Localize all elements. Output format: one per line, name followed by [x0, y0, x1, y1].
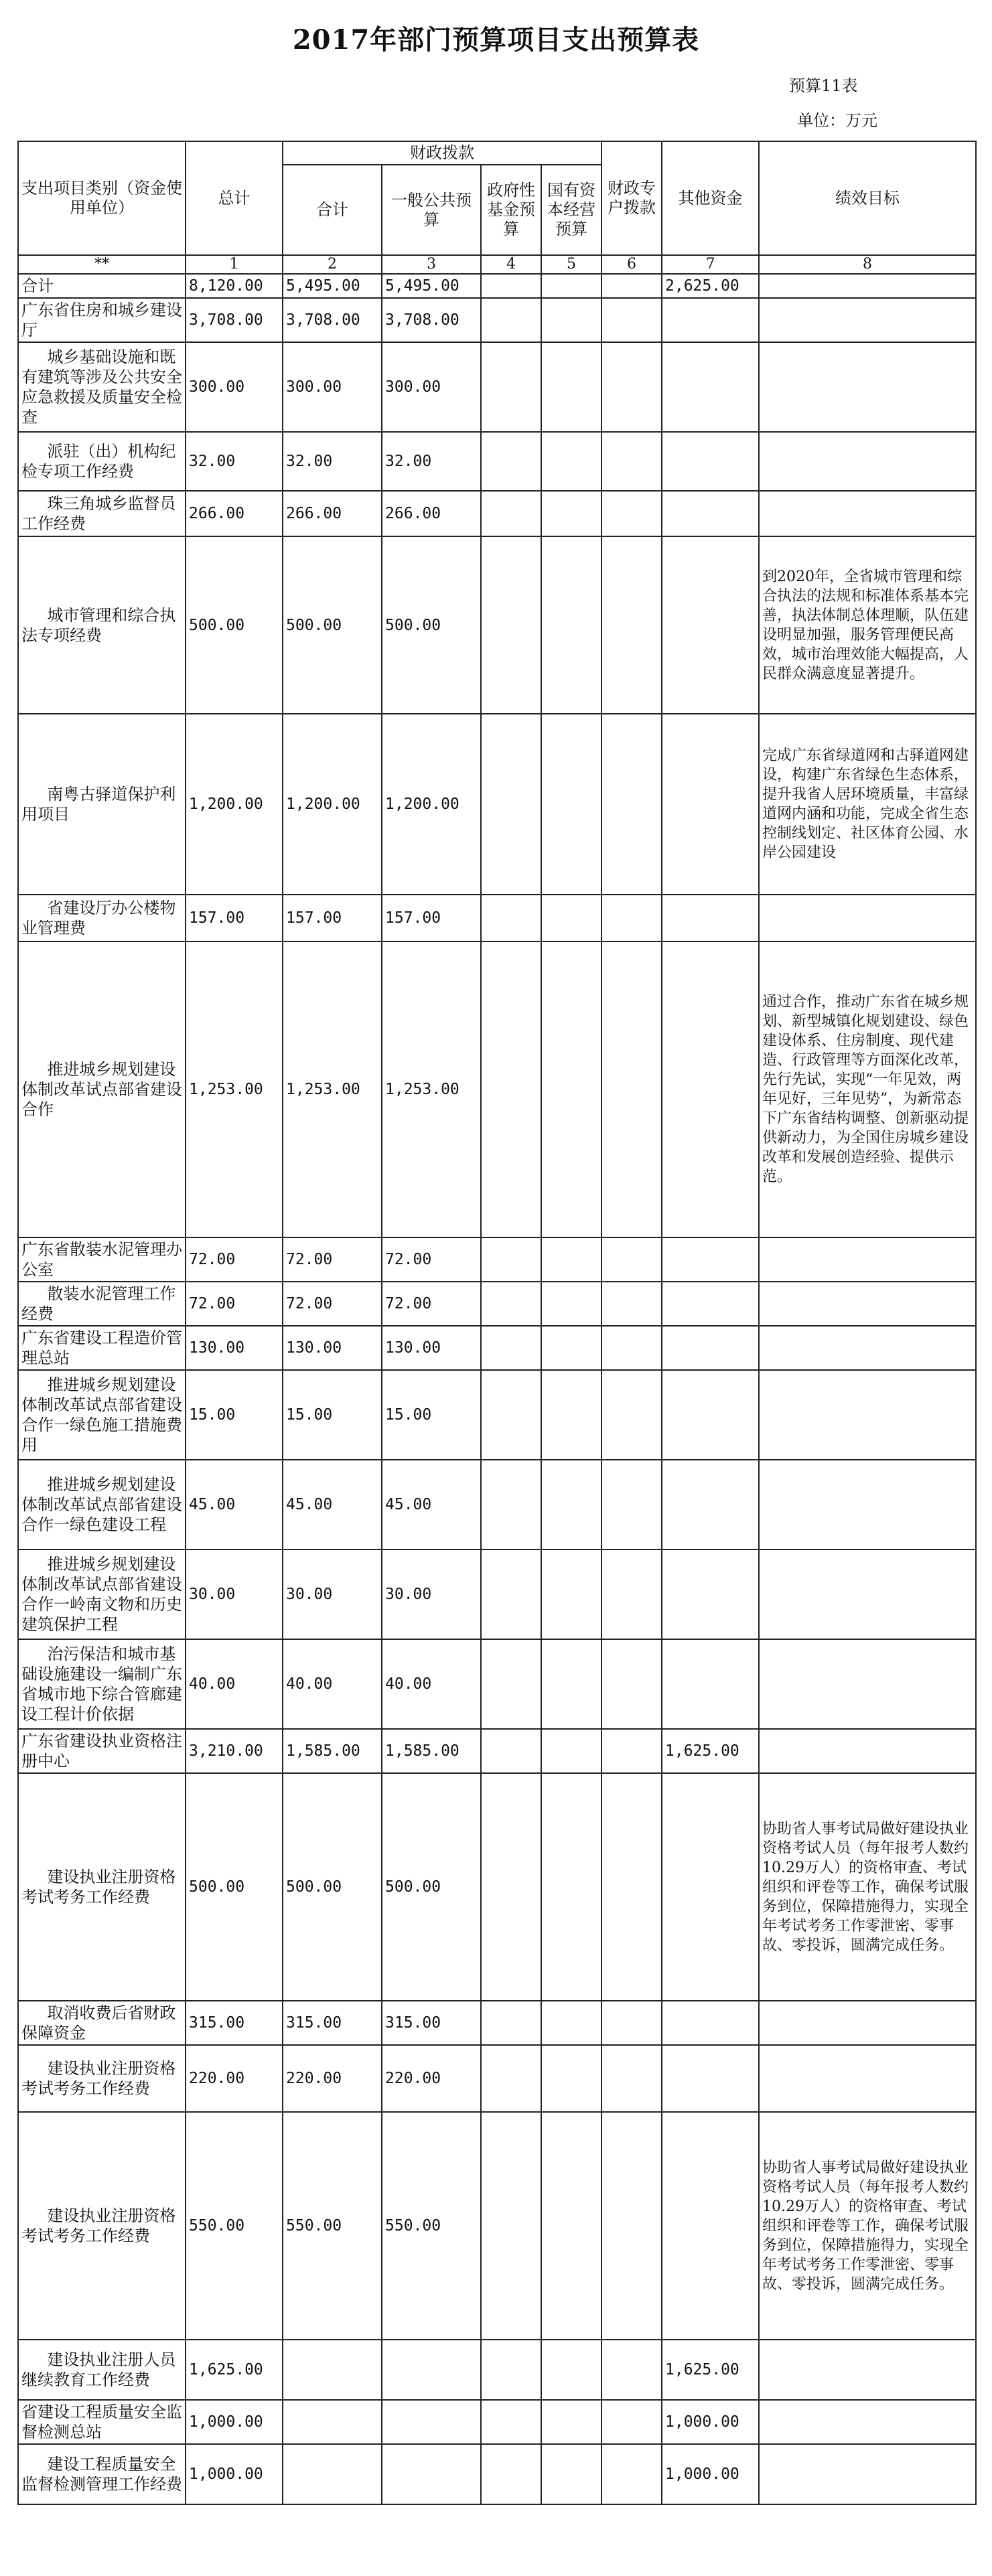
table-row: [18, 714, 976, 895]
col-index-cell: 7: [662, 255, 759, 274]
row-other-cell: [662, 1773, 759, 2001]
row-state-capital-cell: [541, 2400, 601, 2444]
row-total-cell: 15.00: [186, 1370, 283, 1460]
row-state-capital-cell: [541, 1639, 601, 1729]
budget-table: [17, 141, 977, 2505]
row-goal-cell: [759, 342, 976, 432]
row-goal-cell: [759, 2400, 976, 2444]
row-goal-cell: [759, 2340, 976, 2400]
row-goal-cell: 到2020年，全省城市管理和综合执法的法规和标准体系基本完善，执法体制总体理顺，队伍建设明显加强，服务管理便民高效，城市治理效能大幅提高，人民群众满意度显著提升。: [759, 536, 976, 714]
row-category-cell: 治污保洁和城市基础设施建设一编制广东省城市地下综合管廊建设工程计价依据: [18, 1639, 186, 1729]
row-subtotal-cell: 1,253.00: [283, 941, 382, 1237]
table-number: 预算11表: [789, 76, 858, 95]
row-subtotal-cell: 266.00: [283, 491, 382, 536]
row-special-cell: [601, 1549, 662, 1639]
table-row: [18, 2444, 976, 2504]
row-subtotal-cell: 550.00: [283, 2112, 382, 2340]
row-gov-fund-cell: [481, 2444, 541, 2504]
row-gov-fund-cell: [481, 1460, 541, 1549]
row-gov-fund-cell: [481, 2400, 541, 2444]
row-other-cell: [662, 714, 759, 895]
row-category-cell: 取消收费后省财政保障资金: [18, 2001, 186, 2045]
row-gov-fund-cell: [481, 536, 541, 714]
row-total-cell: 300.00: [186, 342, 283, 432]
row-goal-cell: [759, 1370, 976, 1460]
row-total-cell: 8,120.00: [186, 274, 283, 298]
row-other-cell: [662, 491, 759, 536]
table-row: [18, 342, 976, 432]
row-gov-fund-cell: [481, 1639, 541, 1729]
row-general-cell: 220.00: [382, 2045, 481, 2112]
row-state-capital-cell: [541, 1460, 601, 1549]
row-subtotal-cell: 45.00: [283, 1460, 382, 1549]
row-other-cell: [662, 342, 759, 432]
row-general-cell: 45.00: [382, 1460, 481, 1549]
row-state-capital-cell: [541, 1729, 601, 1773]
column-index-row: [18, 255, 976, 274]
row-total-cell: 72.00: [186, 1282, 283, 1326]
row-special-cell: [601, 1282, 662, 1326]
row-total-cell: 32.00: [186, 432, 283, 491]
row-state-capital-cell: [541, 274, 601, 298]
row-special-cell: [601, 2045, 662, 2112]
row-special-cell: [601, 491, 662, 536]
row-general-cell: 300.00: [382, 342, 481, 432]
header-state-capital: 国有资本经营预算: [541, 165, 601, 255]
row-special-cell: [601, 1460, 662, 1549]
row-gov-fund-cell: [481, 432, 541, 491]
row-gov-fund-cell: [481, 1729, 541, 1773]
row-general-cell: 72.00: [382, 1282, 481, 1326]
row-goal-cell: [759, 1549, 976, 1639]
row-category-cell: 合计: [18, 274, 186, 298]
row-subtotal-cell: 315.00: [283, 2001, 382, 2045]
row-category-cell: 建设工程质量安全监督检测管理工作经费: [18, 2444, 186, 2504]
row-category-cell: 派驻（出）机构纪检专项工作经费: [18, 432, 186, 491]
row-total-cell: 40.00: [186, 1639, 283, 1729]
row-gov-fund-cell: [481, 2112, 541, 2340]
row-state-capital-cell: [541, 941, 601, 1237]
table-row: [18, 2400, 976, 2444]
row-special-cell: [601, 1639, 662, 1729]
row-special-cell: [601, 274, 662, 298]
table-header: [18, 141, 976, 274]
row-general-cell: 1,200.00: [382, 714, 481, 895]
row-total-cell: 266.00: [186, 491, 283, 536]
table-row: [18, 1639, 976, 1729]
row-gov-fund-cell: [481, 1282, 541, 1326]
header-performance: 绩效目标: [759, 141, 976, 255]
row-total-cell: 315.00: [186, 2001, 283, 2045]
row-subtotal-cell: 1,585.00: [283, 1729, 382, 1773]
row-state-capital-cell: [541, 2112, 601, 2340]
row-category-cell: 城乡基础设施和既有建筑等涉及公共安全应急救援及质量安全检查: [18, 342, 186, 432]
row-gov-fund-cell: [481, 895, 541, 941]
table-body: [18, 274, 976, 2504]
row-state-capital-cell: [541, 1282, 601, 1326]
table-row: [18, 941, 976, 1237]
header-total: 总计: [186, 141, 283, 255]
row-general-cell: 5,495.00: [382, 274, 481, 298]
table-row: [18, 1282, 976, 1326]
row-total-cell: 72.00: [186, 1237, 283, 1282]
row-subtotal-cell: 157.00: [283, 895, 382, 941]
row-total-cell: 500.00: [186, 1773, 283, 2001]
row-general-cell: 266.00: [382, 491, 481, 536]
row-special-cell: [601, 1773, 662, 2001]
row-category-cell: 省建设工程质量安全监督检测总站: [18, 2400, 186, 2444]
row-category-cell: 建设执业注册人员继续教育工作经费: [18, 2340, 186, 2400]
table-row: [18, 895, 976, 941]
row-subtotal-cell: 30.00: [283, 1549, 382, 1639]
table-row: [18, 432, 976, 491]
row-goal-cell: [759, 432, 976, 491]
header-other-funds: 其他资金: [662, 141, 759, 255]
row-special-cell: [601, 2112, 662, 2340]
row-other-cell: [662, 2112, 759, 2340]
row-goal-cell: [759, 274, 976, 298]
row-gov-fund-cell: [481, 274, 541, 298]
row-goal-cell: [759, 2444, 976, 2504]
row-state-capital-cell: [541, 895, 601, 941]
row-other-cell: [662, 1639, 759, 1729]
header-fiscal-group: 财政拨款: [283, 141, 601, 165]
row-category-cell: 推进城乡规划建设体制改革试点部省建设合作一绿色建设工程: [18, 1460, 186, 1549]
unit-label: 单位：万元: [797, 111, 877, 130]
row-other-cell: 1,625.00: [662, 1729, 759, 1773]
table-row: [18, 1729, 976, 1773]
row-total-cell: 45.00: [186, 1460, 283, 1549]
row-category-cell: 建设执业注册资格考试考务工作经费: [18, 2112, 186, 2340]
row-other-cell: 2,625.00: [662, 274, 759, 298]
page-title: 2017年部门预算项目支出预算表: [292, 24, 700, 56]
row-state-capital-cell: [541, 491, 601, 536]
row-state-capital-cell: [541, 342, 601, 432]
row-state-capital-cell: [541, 1773, 601, 2001]
table-row: [18, 491, 976, 536]
row-special-cell: [601, 2400, 662, 2444]
col-index-cell: 4: [481, 255, 541, 274]
row-other-cell: 1,625.00: [662, 2340, 759, 2400]
row-total-cell: 157.00: [186, 895, 283, 941]
row-category-cell: 建设执业注册资格考试考务工作经费: [18, 1773, 186, 2001]
header-fiscal-special: 财政专户拨款: [601, 141, 662, 255]
row-general-cell: 30.00: [382, 1549, 481, 1639]
row-special-cell: [601, 432, 662, 491]
row-gov-fund-cell: [481, 1549, 541, 1639]
table-row: [18, 2340, 976, 2400]
row-category-cell: 推进城乡规划建设体制改革试点部省建设合作一岭南文物和历史建筑保护工程: [18, 1549, 186, 1639]
row-state-capital-cell: [541, 1370, 601, 1460]
row-general-cell: 15.00: [382, 1370, 481, 1460]
row-special-cell: [601, 536, 662, 714]
col-index-cell: 8: [759, 255, 976, 274]
row-goal-cell: 完成广东省绿道网和古驿道网建设，构建广东省绿色生态体系，提升我省人居环境质量，丰富绿道网内涵和功能，完成全省生态控制线划定、社区体育公园、水岸公园建设: [759, 714, 976, 895]
row-general-cell: 500.00: [382, 536, 481, 714]
row-gov-fund-cell: [481, 714, 541, 895]
row-goal-cell: [759, 2001, 976, 2045]
row-other-cell: [662, 895, 759, 941]
row-special-cell: [601, 895, 662, 941]
row-gov-fund-cell: [481, 2340, 541, 2400]
row-total-cell: 30.00: [186, 1549, 283, 1639]
row-gov-fund-cell: [481, 2001, 541, 2045]
row-general-cell: 40.00: [382, 1639, 481, 1729]
row-state-capital-cell: [541, 1237, 601, 1282]
row-subtotal-cell: [283, 2400, 382, 2444]
row-other-cell: 1,000.00: [662, 2400, 759, 2444]
table-row: [18, 2001, 976, 2045]
row-special-cell: [601, 1326, 662, 1370]
row-general-cell: 315.00: [382, 2001, 481, 2045]
row-other-cell: [662, 1237, 759, 1282]
row-subtotal-cell: 5,495.00: [283, 274, 382, 298]
row-category-cell: 广东省住房和城乡建设厅: [18, 298, 186, 342]
col-index-cell: 3: [382, 255, 481, 274]
row-special-cell: [601, 2340, 662, 2400]
row-goal-cell: 协助省人事考试局做好建设执业资格考试人员（每年报考人数约10.29万人）的资格审查、考试组织和评卷等工作，确保考试服务到位，保障措施得力，实现全年考试考务工作零泄密、零事故、零投诉，圆满完成任务。: [759, 2112, 976, 2340]
row-special-cell: [601, 1237, 662, 1282]
row-special-cell: [601, 1729, 662, 1773]
row-total-cell: 3,210.00: [186, 1729, 283, 1773]
row-state-capital-cell: [541, 432, 601, 491]
row-general-cell: 1,253.00: [382, 941, 481, 1237]
row-category-cell: 城市管理和综合执法专项经费: [18, 536, 186, 714]
table-row: [18, 1773, 976, 2001]
col-index-cell: 5: [541, 255, 601, 274]
row-gov-fund-cell: [481, 1326, 541, 1370]
row-subtotal-cell: 500.00: [283, 536, 382, 714]
row-subtotal-cell: 220.00: [283, 2045, 382, 2112]
row-category-cell: 广东省建设工程造价管理总站: [18, 1326, 186, 1370]
row-subtotal-cell: [283, 2444, 382, 2504]
row-other-cell: [662, 1282, 759, 1326]
table-row: [18, 298, 976, 342]
header-category: 支出项目类别（资金使用单位）: [18, 141, 186, 255]
row-general-cell: 72.00: [382, 1237, 481, 1282]
row-total-cell: 1,200.00: [186, 714, 283, 895]
row-state-capital-cell: [541, 2001, 601, 2045]
row-category-cell: 珠三角城乡监督员工作经费: [18, 491, 186, 536]
row-goal-cell: [759, 1460, 976, 1549]
row-subtotal-cell: 130.00: [283, 1326, 382, 1370]
table-row: [18, 2112, 976, 2340]
row-goal-cell: [759, 1237, 976, 1282]
row-subtotal-cell: 72.00: [283, 1282, 382, 1326]
row-category-cell: 推进城乡规划建设体制改革试点部省建设合作一绿色施工措施费用: [18, 1370, 186, 1460]
row-subtotal-cell: 72.00: [283, 1237, 382, 1282]
row-gov-fund-cell: [481, 1370, 541, 1460]
row-other-cell: [662, 1460, 759, 1549]
row-general-cell: [382, 2340, 481, 2400]
row-subtotal-cell: 40.00: [283, 1639, 382, 1729]
table-row: [18, 1549, 976, 1639]
col-index-cell: 2: [283, 255, 382, 274]
row-category-cell: 建设执业注册资格考试考务工作经费: [18, 2045, 186, 2112]
row-gov-fund-cell: [481, 298, 541, 342]
row-general-cell: 32.00: [382, 432, 481, 491]
row-special-cell: [601, 342, 662, 432]
row-state-capital-cell: [541, 1326, 601, 1370]
row-state-capital-cell: [541, 2340, 601, 2400]
row-subtotal-cell: [283, 2340, 382, 2400]
row-state-capital-cell: [541, 2045, 601, 2112]
table-row: [18, 274, 976, 298]
table-row: [18, 1370, 976, 1460]
row-goal-cell: [759, 491, 976, 536]
row-gov-fund-cell: [481, 2045, 541, 2112]
row-state-capital-cell: [541, 2444, 601, 2504]
row-general-cell: [382, 2400, 481, 2444]
row-subtotal-cell: 3,708.00: [283, 298, 382, 342]
row-subtotal-cell: 1,200.00: [283, 714, 382, 895]
row-category-cell: 广东省建设执业资格注册中心: [18, 1729, 186, 1773]
row-state-capital-cell: [541, 536, 601, 714]
header-gov-fund: 政府性基金预算: [481, 165, 541, 255]
row-general-cell: 130.00: [382, 1326, 481, 1370]
table-row: [18, 1326, 976, 1370]
row-other-cell: [662, 1370, 759, 1460]
row-goal-cell: [759, 298, 976, 342]
row-goal-cell: [759, 1639, 976, 1729]
row-other-cell: [662, 2045, 759, 2112]
table-row: [18, 1460, 976, 1549]
row-general-cell: 157.00: [382, 895, 481, 941]
row-other-cell: [662, 2001, 759, 2045]
row-goal-cell: [759, 1729, 976, 1773]
row-special-cell: [601, 714, 662, 895]
row-special-cell: [601, 2444, 662, 2504]
header-subtotal: 合计: [283, 165, 382, 255]
row-other-cell: [662, 1326, 759, 1370]
row-state-capital-cell: [541, 1549, 601, 1639]
table-row: [18, 1237, 976, 1282]
row-category-cell: 省建设厅办公楼物业管理费: [18, 895, 186, 941]
row-total-cell: 130.00: [186, 1326, 283, 1370]
row-gov-fund-cell: [481, 342, 541, 432]
row-goal-cell: [759, 895, 976, 941]
row-special-cell: [601, 2001, 662, 2045]
header-general-budget: 一般公共预算: [382, 165, 481, 255]
row-subtotal-cell: 15.00: [283, 1370, 382, 1460]
row-total-cell: 1,253.00: [186, 941, 283, 1237]
row-total-cell: 550.00: [186, 2112, 283, 2340]
col-index-cell: **: [18, 255, 186, 274]
row-goal-cell: 协助省人事考试局做好建设执业资格考试人员（每年报考人数约10.29万人）的资格审查、考试组织和评卷等工作，确保考试服务到位，保障措施得力，实现全年考试考务工作零泄密、零事故、零投诉，圆满完成任务。: [759, 1773, 976, 2001]
row-subtotal-cell: 300.00: [283, 342, 382, 432]
row-goal-cell: [759, 1282, 976, 1326]
row-other-cell: 1,000.00: [662, 2444, 759, 2504]
row-gov-fund-cell: [481, 1773, 541, 2001]
row-other-cell: [662, 432, 759, 491]
row-goal-cell: 通过合作，推动广东省在城乡规划、新型城镇化规划建设、绿色建设体系、住房制度、现代建造、行政管理等方面深化改革，先行先试，实现“一年见效，两年见好，三年见势”，为新常态下广东省结构调整、创新驱动提供新动力，为全国住房城乡建设改革和发展创造经验、提供示范。: [759, 941, 976, 1237]
row-goal-cell: [759, 2045, 976, 2112]
row-special-cell: [601, 298, 662, 342]
row-category-cell: 散装水泥管理工作经费: [18, 1282, 186, 1326]
col-index-cell: 6: [601, 255, 662, 274]
row-special-cell: [601, 941, 662, 1237]
row-general-cell: 500.00: [382, 1773, 481, 2001]
row-goal-cell: [759, 1326, 976, 1370]
row-category-cell: 广东省散装水泥管理办公室: [18, 1237, 186, 1282]
row-category-cell: 推进城乡规划建设体制改革试点部省建设合作: [18, 941, 186, 1237]
row-state-capital-cell: [541, 714, 601, 895]
row-subtotal-cell: 32.00: [283, 432, 382, 491]
row-gov-fund-cell: [481, 941, 541, 1237]
table-row: [18, 2045, 976, 2112]
row-subtotal-cell: 500.00: [283, 1773, 382, 2001]
row-gov-fund-cell: [481, 491, 541, 536]
row-total-cell: 1,000.00: [186, 2444, 283, 2504]
row-total-cell: 220.00: [186, 2045, 283, 2112]
row-special-cell: [601, 1370, 662, 1460]
row-total-cell: 500.00: [186, 536, 283, 714]
row-other-cell: [662, 941, 759, 1237]
row-category-cell: 南粤古驿道保护利用项目: [18, 714, 186, 895]
row-gov-fund-cell: [481, 1237, 541, 1282]
table-row: [18, 536, 976, 714]
row-other-cell: [662, 1549, 759, 1639]
row-total-cell: 3,708.00: [186, 298, 283, 342]
row-total-cell: 1,000.00: [186, 2400, 283, 2444]
row-total-cell: 1,625.00: [186, 2340, 283, 2400]
row-general-cell: 1,585.00: [382, 1729, 481, 1773]
row-state-capital-cell: [541, 298, 601, 342]
row-general-cell: 3,708.00: [382, 298, 481, 342]
row-general-cell: 550.00: [382, 2112, 481, 2340]
row-other-cell: [662, 536, 759, 714]
row-other-cell: [662, 298, 759, 342]
col-index-cell: 1: [186, 255, 283, 274]
row-general-cell: [382, 2444, 481, 2504]
